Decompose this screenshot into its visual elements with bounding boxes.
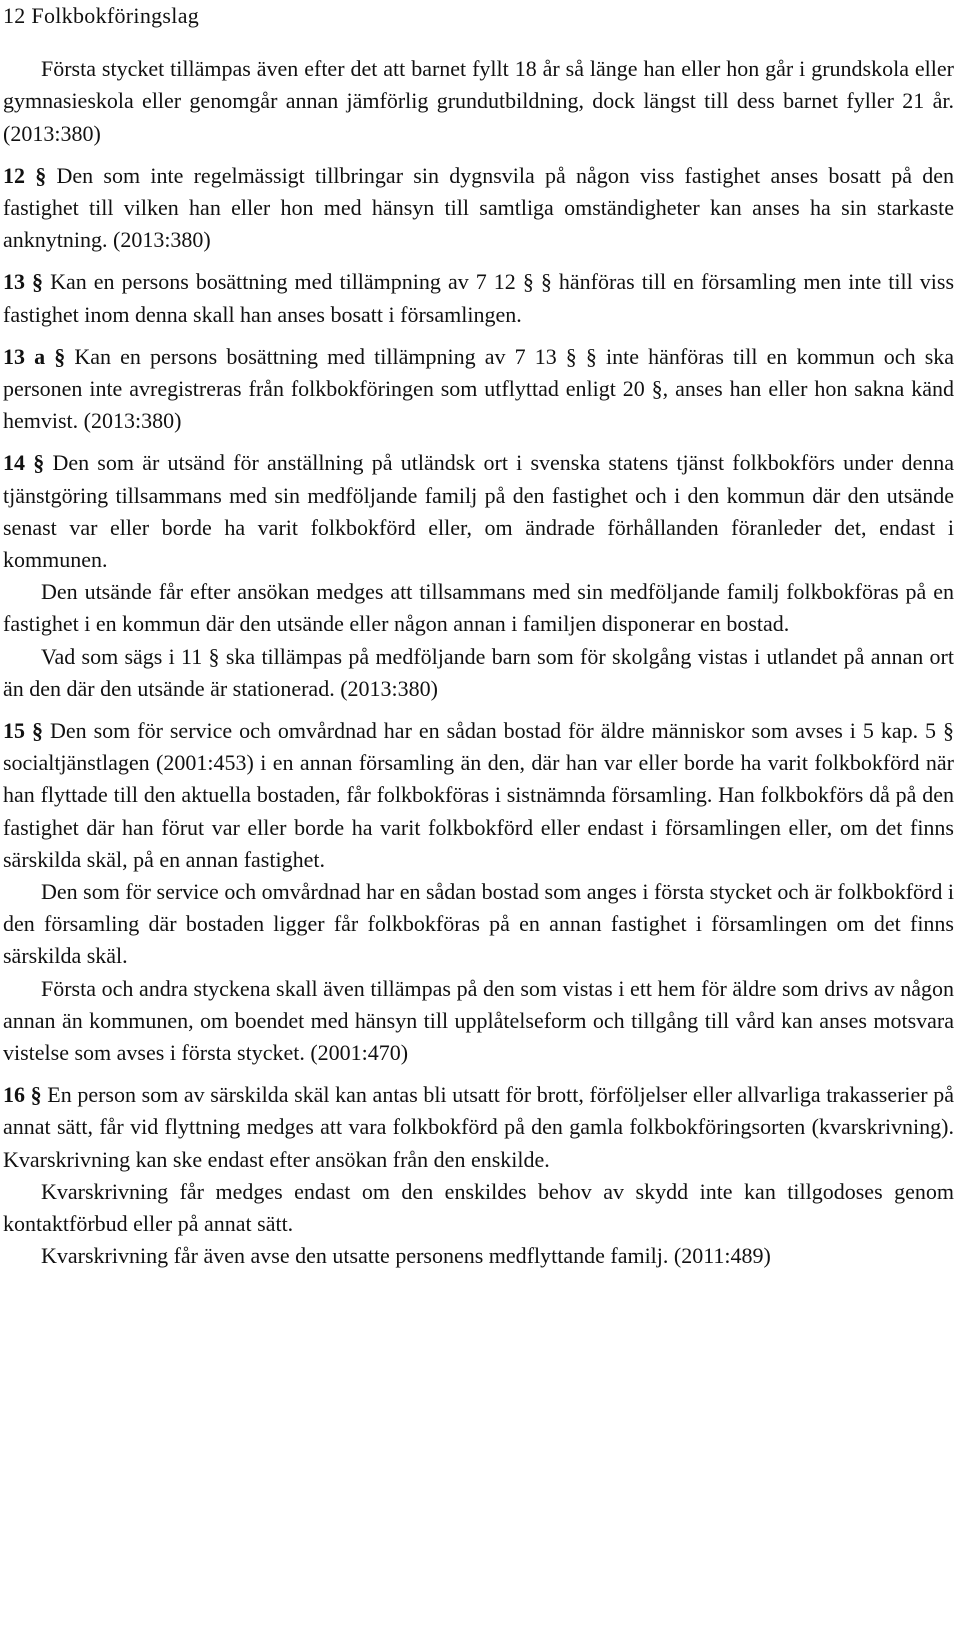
section-sign-icon: §: [35, 162, 47, 188]
section-14-paragraph-2: Den utsände får efter ansökan medges att tillsammans med sin medföljande familj folkbokföras på en fastighet i en kommun där den utsände eller någon annan i familjen disponerar en bostad.: [3, 579, 954, 637]
section-text: Kan en persons bosättning med tillämpning av 7 12 § § hänföras till en församling men inte till viss fastighet inom denna skall han anses bosatt i församlingen.: [3, 269, 955, 327]
section-number: 14: [3, 450, 25, 476]
section-sign-icon: §: [54, 343, 66, 369]
section-13a: [3, 341, 954, 438]
section-16-paragraph-2: Kvarskrivning får medges endast om den enskildes behov av skydd inte kan tillgodoses genom kontaktförbud eller på annat sätt.: [3, 1178, 954, 1237]
section-13: [3, 266, 954, 330]
section-text: Kan en persons bosättning med tillämpning av 7 13 § § inte hänföras till en kommun och ska personen inte avregistreras från folkbokföringen som utflyttad enligt 20 §, anses han eller hon sakna känd hemvist. (2013:380): [3, 343, 955, 434]
section-number: 16: [3, 1082, 25, 1108]
section-15: [3, 715, 954, 876]
section-12: [3, 160, 954, 257]
section-sign-icon: §: [33, 450, 45, 476]
section-sign-icon: §: [30, 1082, 42, 1108]
section-text: Den som inte regelmässigt tillbringar sin dygnsvila på någon viss fastighet anses bosatt på den fastighet till vilken han eller hon med hänsyn till samtliga omständigheter kan anses ha sin starkaste anknytning. (2013:380): [3, 162, 955, 253]
page-number: 12: [3, 3, 26, 28]
section-16-paragraph-3: Kvarskrivning får även avse den utsatte personens medflyttande familj. (2011:489): [41, 1243, 771, 1269]
document-title: Folkbokföringslag: [31, 3, 200, 28]
section-14-paragraph-3: Vad som sägs i 11 § ska tillämpas på medföljande barn som för skolgång vistas i utlandet på annan ort än den där den utsände är stationerad. (2013:380): [3, 643, 954, 701]
section-number: 12: [3, 162, 25, 188]
section-text: En person som av särskilda skäl kan antas bli utsatt för brott, förföljelser eller allvarliga trakasserier på annat sätt, får vid flyttning medges att vara folkbokförd på den gamla folkbokföringsorten (kvarskrivning). Kvarskrivning kan ske endast efter ansökan från den enskilde.: [3, 1082, 954, 1172]
section-16: [3, 1079, 954, 1176]
section-number: 13: [3, 269, 25, 295]
section-sign-icon: §: [31, 718, 43, 744]
section-15-paragraph-2: Den som för service och omvårdnad har en sådan bostad som anges i första stycket och är folkbokförd i den församling där bostaden ligger får folkbokföras på en annan fastighet i församlingen om det finns särskilda skäl.: [3, 879, 954, 969]
section-sign-icon: §: [32, 269, 44, 295]
section-14: [3, 447, 954, 576]
page-header: [3, 0, 954, 32]
section-number: 15: [3, 718, 25, 744]
section-text: Den som är utsänd för anställning på utländsk ort i svenska statens tjänst folkbokförs under denna tjänstgöring tillsammans med sin medföljande familj på den fastighet och i den kommun där den utsände senast var eller borde ha varit folkbokförd eller, om ändrade förhållanden föranleder det, endast i kommunen.: [3, 450, 955, 573]
paragraph-continuation: Första stycket tillämpas även efter det att barnet fyllt 18 år så länge han eller hon går i grundskola eller gymnasieskola eller genomgår annan jämförlig grundutbildning, dock längst till dess barnet fyller 21 år. (2013:380): [3, 56, 954, 146]
section-number: 13 a: [3, 343, 46, 369]
section-15-paragraph-3: Första och andra styckena skall även tillämpas på den som vistas i ett hem för äldre som drivs av någon annan än kommunen, om boendet med hänsyn till upplåtelseform och tillgång till vård kan anses motsvara vistelse som avses i första stycket. (2001:470): [3, 975, 954, 1066]
section-text: Den som för service och omvårdnad har en sådan bostad för äldre människor som avses i 5 kap. 5 § socialtjänstlagen (2001:453) i en annan församling än den, där han var eller borde ha varit folkbokförd när han flyttade till den aktuella bostaden, får folkbokföras i sistnämnda församling. Han folkbokförs då på den fastighet där han förut var eller borde ha varit folkbokförd eller endast i församlingen eller, om det finns särskilda skäl, på en annan fastighet.: [3, 718, 955, 872]
